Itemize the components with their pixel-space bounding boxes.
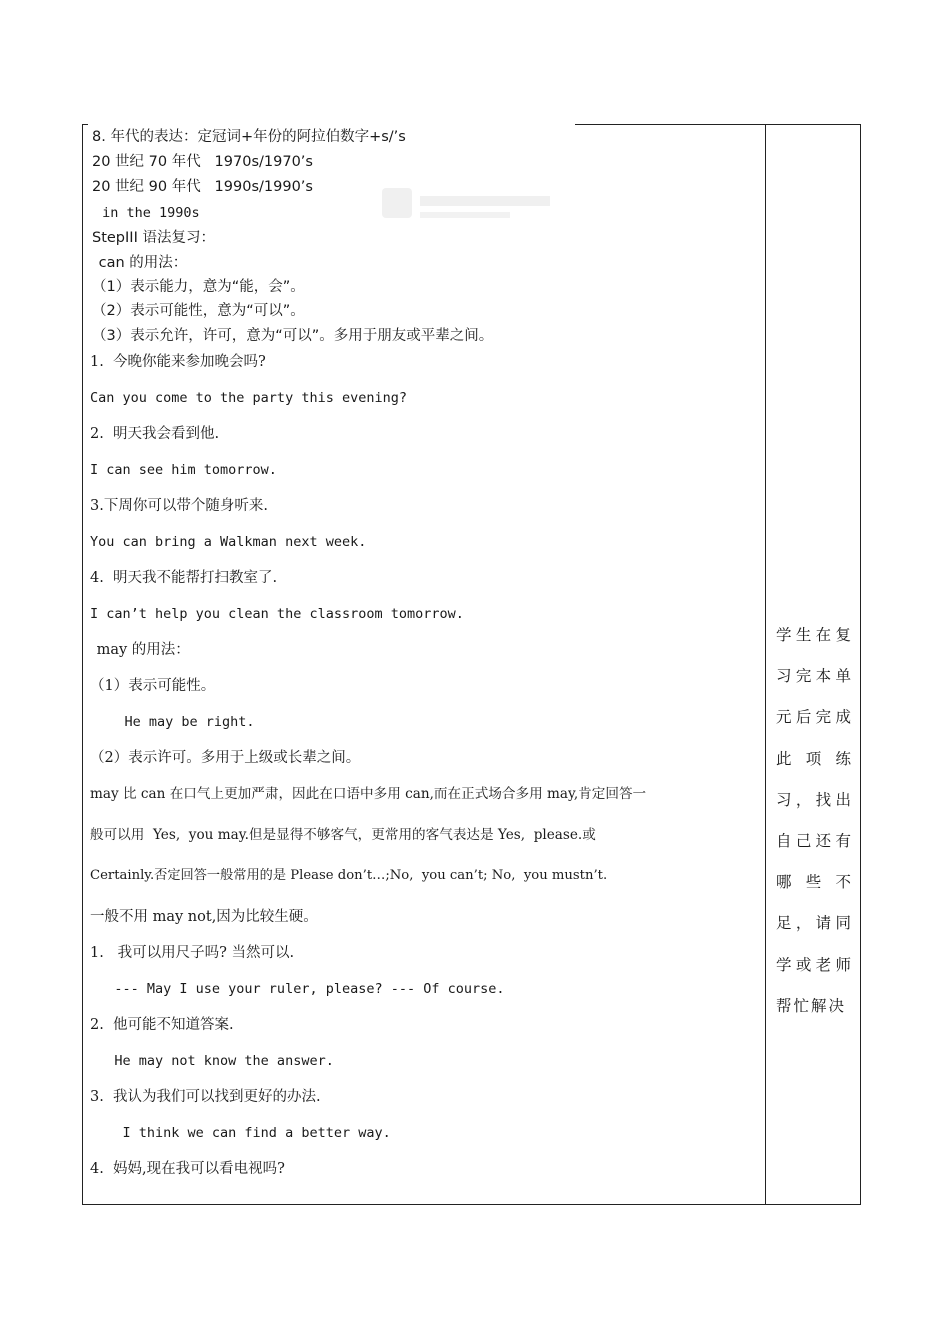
may-example-2-cn: 2. 他可能不知道答案.: [90, 1017, 234, 1033]
column-divider: [765, 124, 766, 1204]
may-example-4-cn: 4. 妈妈,现在我可以看电视吗?: [90, 1161, 285, 1177]
may-vs-can-line-3: Certainly.否定回答一般常用的是 Please don’t…;No, you can’t; No, you mustn’t.: [90, 868, 608, 883]
side-note-line: 自己还有: [776, 831, 852, 850]
side-note-line: 习完本单: [776, 667, 852, 686]
side-note-line: 足，请同: [776, 914, 852, 933]
step3-heading: StepIII 语法复习：: [92, 230, 215, 246]
side-note-line: 哪 些 不: [776, 873, 852, 892]
may-usage-1: （1）表示可能性。: [90, 678, 216, 694]
watermark-logo: [380, 178, 560, 258]
side-note-line: 此 项 练: [776, 749, 852, 768]
can-example-3-en: You can bring a Walkman next week.: [90, 534, 367, 550]
can-example-1-en: Can you come to the party this evening?: [90, 390, 407, 406]
side-note: [776, 623, 852, 1035]
may-example-2-en: He may not know the answer.: [90, 1053, 334, 1069]
may-example-1-cn: 1. 我可以用尺子吗? 当然可以.: [90, 945, 295, 961]
side-note-line: 学或老师: [776, 955, 852, 974]
side-note-line: 帮忙解决: [776, 996, 847, 1015]
may-vs-can-line-1: may 比 can 在口气上更加严肃，因此在口语中多用 can,而在正式场合多用 may,肯定回答一: [90, 786, 647, 802]
can-example-1-cn: 1. 今晚你能来参加晚会吗?: [90, 354, 266, 370]
side-note-line: 学生在复: [776, 626, 852, 644]
can-usage-3: （3）表示允许，许可，意为“可以”。多用于朋友或平辈之间。: [92, 328, 494, 344]
decade-example-90s: 20 世纪 90 年代 1990s/1990’s: [92, 179, 313, 195]
side-note-line: 元后完成: [776, 708, 852, 727]
table-top-border-right: [575, 124, 860, 125]
can-usage-2: （2）表示可能性，意为“可以”。: [92, 303, 305, 319]
may-usage-2: （2）表示许可。多用于上级或长辈之间。: [90, 750, 361, 766]
may-example-3-en: I think we can find a better way.: [90, 1125, 391, 1141]
may-example-1-en: --- May I use your ruler, please? --- Of course.: [90, 981, 505, 997]
may-vs-can-line-2: 般可以用 Yes, you may.但是显得不够客气，更常用的客气表达是 Yes, please.或: [90, 827, 596, 843]
can-example-4-en: I can’t help you clean the classroom tomorrow.: [90, 606, 464, 622]
can-example-2-cn: 2. 明天我会看到他.: [90, 426, 220, 442]
can-usage-1: （1）表示能力，意为“能，会”。: [92, 279, 305, 295]
may-usage-1-example: He may be right.: [92, 714, 255, 730]
table-top-border-left: [82, 124, 88, 125]
can-usage-heading: can 的用法：: [94, 255, 188, 271]
side-note-line: 习，找出: [776, 790, 852, 809]
can-example-2-en: I can see him tomorrow.: [90, 462, 277, 478]
decade-example-in: in the 1990s: [94, 205, 200, 221]
may-usage-heading: may 的用法：: [92, 642, 190, 658]
decade-rule-heading: 8. 年代的表达：定冠词+年份的阿拉伯数字+s/’s: [92, 129, 406, 145]
can-example-3-cn: 3.下周你可以带个随身听来.: [90, 498, 268, 514]
can-example-4-cn: 4. 明天我不能帮打扫教室了.: [90, 570, 278, 586]
may-vs-can-line-4: 一般不用 may not,因为比较生硬。: [90, 909, 318, 925]
may-example-3-cn: 3. 我认为我们可以找到更好的办法.: [90, 1089, 321, 1105]
decade-example-70s: 20 世纪 70 年代 1970s/1970’s: [92, 154, 313, 170]
